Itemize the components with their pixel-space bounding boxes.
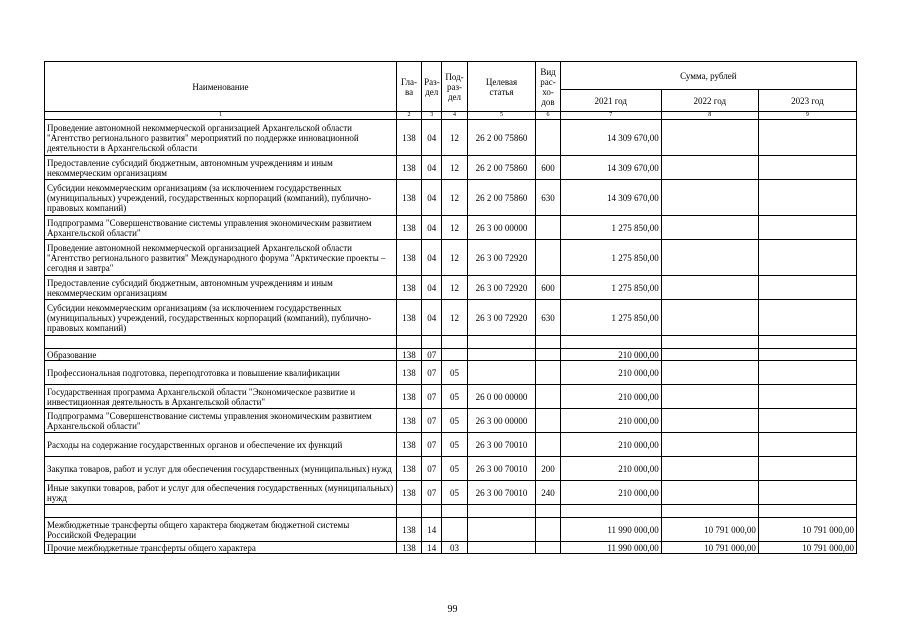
cell-razdel: 04: [422, 276, 442, 300]
cell-sum-2022: [661, 240, 758, 276]
cell-target: 26 2 00 75860: [467, 120, 536, 156]
cell-razdel: 04: [422, 156, 442, 180]
cell-sum-2021: 1 275 850,00: [560, 276, 661, 300]
cell-podrazdel: [442, 349, 467, 361]
cell-razdel: 04: [422, 300, 442, 336]
cell-glava: 138: [396, 409, 421, 433]
cell-vid: 630: [536, 180, 560, 216]
table-row: [45, 433, 857, 457]
cell-glava: 138: [396, 481, 421, 505]
header-name: Наименование: [45, 62, 397, 112]
header-podrazdel: Под- раз- дел: [442, 62, 467, 112]
table-row: [45, 481, 857, 505]
cell-name: Субсидии некоммерческим организациям (за исключением государственных (муниципальных) учреждений, государственных корпораций (компаний), публично-правовых компаний): [45, 180, 397, 216]
cell-sum-2021: 210 000,00: [560, 349, 661, 361]
empty-cell: [442, 336, 467, 349]
cell-sum-2021: 1 275 850,00: [560, 216, 661, 240]
cell-sum-2023: 10 791 000,00: [758, 518, 856, 542]
empty-cell: [45, 336, 397, 349]
cell-target: 26 3 00 00000: [467, 216, 536, 240]
cell-target: 26 3 00 70010: [467, 457, 536, 481]
cell-sum-2023: [758, 300, 856, 336]
cell-sum-2023: [758, 361, 856, 385]
table-row: [45, 385, 857, 409]
cell-target: 26 3 00 70010: [467, 481, 536, 505]
cell-glava: 138: [396, 240, 421, 276]
cell-target: [467, 349, 536, 361]
cell-name: Закупка товаров, работ и услуг для обеспечения государственных (муниципальных) нужд: [45, 457, 397, 481]
header-year-2023: 2023 год: [758, 90, 856, 112]
cell-sum-2023: [758, 409, 856, 433]
table-row: [45, 276, 857, 300]
cell-vid: [536, 120, 560, 156]
cell-vid: [536, 240, 560, 276]
cell-name: Субсидии некоммерческим организациям (за исключением государственных (муниципальных) учреждений, государственных корпораций (компаний), публично-правовых компаний): [45, 300, 397, 336]
cell-sum-2023: [758, 481, 856, 505]
cell-glava: 138: [396, 349, 421, 361]
cell-podrazdel: [442, 518, 467, 542]
cell-sum-2023: [758, 180, 856, 216]
cell-sum-2023: [758, 349, 856, 361]
cell-razdel: 07: [422, 457, 442, 481]
table-row: [45, 156, 857, 180]
cell-sum-2021: 1 275 850,00: [560, 300, 661, 336]
cell-sum-2021: 14 309 670,00: [560, 156, 661, 180]
cell-sum-2022: [661, 361, 758, 385]
cell-sum-2023: [758, 240, 856, 276]
table-row: [45, 216, 857, 240]
cell-target: [467, 518, 536, 542]
budget-table: [44, 61, 857, 554]
cell-name: Образование: [45, 349, 397, 361]
table-row: [45, 361, 857, 385]
cell-razdel: 04: [422, 180, 442, 216]
cell-vid: [536, 216, 560, 240]
cell-glava: 138: [396, 156, 421, 180]
table-row: [45, 457, 857, 481]
column-number: 7: [560, 112, 661, 120]
cell-target: [467, 361, 536, 385]
table-row: [45, 300, 857, 336]
cell-podrazdel: 03: [442, 542, 467, 554]
cell-glava: 138: [396, 385, 421, 409]
cell-razdel: 07: [422, 361, 442, 385]
empty-cell: [396, 505, 421, 518]
column-number-row: [45, 112, 857, 120]
cell-sum-2021: 1 275 850,00: [560, 240, 661, 276]
empty-cell: [467, 505, 536, 518]
cell-target: 26 0 00 00000: [467, 385, 536, 409]
column-number: 2: [396, 112, 421, 120]
cell-podrazdel: 05: [442, 385, 467, 409]
cell-glava: 138: [396, 518, 421, 542]
column-number: 4: [442, 112, 467, 120]
cell-name: Проведение автономной некоммерческой организацией Архангельской области "Агентство регионального развития" Международного форума "Арктические проекты – сегодня и завтра": [45, 240, 397, 276]
cell-name: Государственная программа Архангельской области "Экономическое развитие и инвестиционная деятельность в Архангельской области": [45, 385, 397, 409]
empty-cell: [560, 505, 661, 518]
cell-glava: 138: [396, 180, 421, 216]
cell-vid: [536, 361, 560, 385]
cell-vid: [536, 518, 560, 542]
cell-razdel: 07: [422, 433, 442, 457]
cell-target: 26 3 00 70010: [467, 433, 536, 457]
cell-name: Иные закупки товаров, работ и услуг для обеспечения государственных (муниципальных) нужд: [45, 481, 397, 505]
cell-razdel: 07: [422, 481, 442, 505]
cell-sum-2021: 210 000,00: [560, 433, 661, 457]
column-number: 9: [758, 112, 856, 120]
column-number: 3: [422, 112, 442, 120]
cell-sum-2023: [758, 120, 856, 156]
cell-podrazdel: 12: [442, 120, 467, 156]
table-row: [45, 349, 857, 361]
cell-podrazdel: 12: [442, 180, 467, 216]
empty-cell: [467, 336, 536, 349]
cell-podrazdel: 05: [442, 457, 467, 481]
header-sum: Сумма, рублей: [560, 62, 856, 90]
cell-vid: 200: [536, 457, 560, 481]
empty-cell: [442, 505, 467, 518]
table-body: [45, 120, 857, 554]
cell-sum-2021: 210 000,00: [560, 457, 661, 481]
table-row: [45, 180, 857, 216]
column-number: 5: [467, 112, 536, 120]
cell-name: Предоставление субсидий бюджетным, автономным учреждениям и иным некоммерческим организациям: [45, 156, 397, 180]
cell-glava: 138: [396, 433, 421, 457]
cell-sum-2022: [661, 276, 758, 300]
cell-target: 26 3 00 00000: [467, 409, 536, 433]
cell-vid: [536, 385, 560, 409]
header-glava: Гла- ва: [396, 62, 421, 112]
cell-podrazdel: 12: [442, 276, 467, 300]
cell-vid: [536, 409, 560, 433]
header-vid: Вид рас- хо- дов: [536, 62, 560, 112]
cell-sum-2022: [661, 481, 758, 505]
cell-name: Прочие межбюджетные трансферты общего характера: [45, 542, 397, 554]
cell-sum-2022: [661, 300, 758, 336]
cell-razdel: 14: [422, 518, 442, 542]
cell-name: Расходы на содержание государственных органов и обеспечение их функций: [45, 433, 397, 457]
cell-sum-2021: 14 309 670,00: [560, 180, 661, 216]
cell-target: 26 2 00 75860: [467, 180, 536, 216]
cell-razdel: 07: [422, 349, 442, 361]
cell-sum-2022: 10 791 000,00: [661, 542, 758, 554]
empty-cell: [536, 336, 560, 349]
cell-glava: 138: [396, 457, 421, 481]
cell-razdel: 14: [422, 542, 442, 554]
cell-podrazdel: 05: [442, 433, 467, 457]
cell-razdel: 07: [422, 409, 442, 433]
cell-podrazdel: 12: [442, 240, 467, 276]
column-number: 8: [661, 112, 758, 120]
header-razdel: Раз- дел: [422, 62, 442, 112]
cell-sum-2022: [661, 385, 758, 409]
header-year-2022: 2022 год: [661, 90, 758, 112]
cell-target: 26 3 00 72920: [467, 240, 536, 276]
cell-glava: 138: [396, 216, 421, 240]
cell-sum-2021: 210 000,00: [560, 409, 661, 433]
cell-target: 26 2 00 75860: [467, 156, 536, 180]
cell-name: Проведение автономной некоммерческой организацией Архангельской области "Агентство регионального развития" мероприятий по поддержке инновационной деятельности в Архангельской области: [45, 120, 397, 156]
cell-podrazdel: 12: [442, 156, 467, 180]
cell-vid: 600: [536, 276, 560, 300]
empty-cell: [661, 336, 758, 349]
cell-target: 26 3 00 72920: [467, 276, 536, 300]
table-row: [45, 409, 857, 433]
cell-name: Межбюджетные трансферты общего характера бюджетам бюджетной системы Российской Федерации: [45, 518, 397, 542]
column-number: 1: [45, 112, 397, 120]
table-spacer-row: [45, 336, 857, 349]
empty-cell: [45, 505, 397, 518]
cell-sum-2023: [758, 156, 856, 180]
header-target: Целевая статья: [467, 62, 536, 112]
cell-sum-2023: [758, 457, 856, 481]
cell-vid: 630: [536, 300, 560, 336]
cell-podrazdel: 12: [442, 300, 467, 336]
empty-cell: [661, 505, 758, 518]
cell-name: Подпрограмма "Совершенствование системы управления экономическим развитием Архангельской области": [45, 216, 397, 240]
empty-cell: [422, 336, 442, 349]
empty-cell: [396, 336, 421, 349]
cell-target: [467, 542, 536, 554]
cell-razdel: 04: [422, 240, 442, 276]
cell-razdel: 04: [422, 216, 442, 240]
cell-razdel: 04: [422, 120, 442, 156]
cell-sum-2023: 10 791 000,00: [758, 542, 856, 554]
cell-vid: 600: [536, 156, 560, 180]
cell-sum-2023: [758, 276, 856, 300]
cell-sum-2022: [661, 216, 758, 240]
cell-name: Профессиональная подготовка, переподготовка и повышение квалификации: [45, 361, 397, 385]
cell-vid: [536, 433, 560, 457]
column-number: 6: [536, 112, 560, 120]
cell-name: Предоставление субсидий бюджетным, автономным учреждениям и иным некоммерческим организациям: [45, 276, 397, 300]
cell-sum-2022: [661, 156, 758, 180]
table-row: [45, 240, 857, 276]
cell-sum-2022: [661, 120, 758, 156]
cell-podrazdel: 05: [442, 409, 467, 433]
empty-cell: [560, 336, 661, 349]
cell-sum-2022: [661, 409, 758, 433]
table-row: [45, 120, 857, 156]
cell-sum-2021: 210 000,00: [560, 361, 661, 385]
table-header: [45, 62, 857, 120]
cell-sum-2023: [758, 385, 856, 409]
empty-cell: [536, 505, 560, 518]
cell-sum-2022: [661, 180, 758, 216]
cell-glava: 138: [396, 276, 421, 300]
cell-sum-2022: 10 791 000,00: [661, 518, 758, 542]
empty-cell: [758, 505, 856, 518]
header-year-2021: 2021 год: [560, 90, 661, 112]
cell-sum-2021: 14 309 670,00: [560, 120, 661, 156]
table-row: [45, 518, 857, 542]
cell-sum-2023: [758, 433, 856, 457]
cell-vid: [536, 349, 560, 361]
cell-glava: 138: [396, 542, 421, 554]
cell-sum-2022: [661, 349, 758, 361]
table-spacer-row: [45, 505, 857, 518]
cell-glava: 138: [396, 361, 421, 385]
cell-target: 26 3 00 72920: [467, 300, 536, 336]
cell-sum-2022: [661, 433, 758, 457]
cell-sum-2022: [661, 457, 758, 481]
cell-podrazdel: 05: [442, 481, 467, 505]
cell-podrazdel: 12: [442, 216, 467, 240]
page-number: 99: [447, 604, 458, 615]
cell-glava: 138: [396, 120, 421, 156]
cell-sum-2021: 210 000,00: [560, 385, 661, 409]
table-row: [45, 542, 857, 554]
cell-podrazdel: 05: [442, 361, 467, 385]
cell-glava: 138: [396, 300, 421, 336]
cell-name: Подпрограмма "Совершенствование системы управления экономическим развитием Архангельской области": [45, 409, 397, 433]
cell-sum-2021: 11 990 000,00: [560, 518, 661, 542]
cell-vid: [536, 542, 560, 554]
cell-sum-2021: 210 000,00: [560, 481, 661, 505]
empty-cell: [758, 336, 856, 349]
cell-sum-2023: [758, 216, 856, 240]
cell-vid: 240: [536, 481, 560, 505]
empty-cell: [422, 505, 442, 518]
cell-razdel: 07: [422, 385, 442, 409]
cell-sum-2021: 11 990 000,00: [560, 542, 661, 554]
